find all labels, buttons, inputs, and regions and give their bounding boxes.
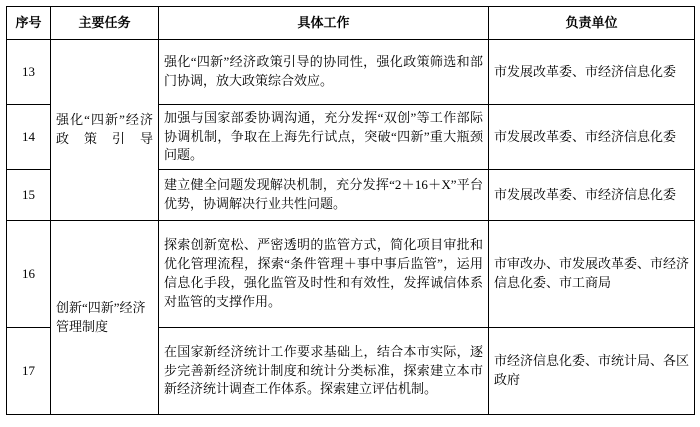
column-header-unit: 负责单位 (489, 7, 695, 40)
row-number: 15 (7, 170, 51, 221)
table-body (7, 40, 695, 415)
row-work-detail: 建立健全问题发现解决机制，充分发挥“2＋16＋X”平台优势，协调解决行业共性问题。 (159, 170, 489, 221)
row-number: 17 (7, 328, 51, 415)
row-main-task: 强化“四新”经济政策引导 (51, 40, 159, 221)
row-work-detail: 探索创新宽松、严密透明的监管方式，简化项目审批和优化管理流程，探索“条件管理＋事中事后监管”，运用信息化手段，强化监管及时性和有效性，发挥诚信体系对监管的支撑作用。 (159, 221, 489, 328)
column-header-task: 主要任务 (51, 7, 159, 40)
column-header-no: 序号 (7, 7, 51, 40)
row-responsible-unit: 市审改办、市发展改革委、市经济信息化委、市工商局 (489, 221, 695, 328)
task-table (6, 6, 695, 415)
row-work-detail: 加强与国家部委协调沟通，充分发挥“双创”等工作部际协调机制，争取在上海先行试点，突破“四新”重大瓶颈问题。 (159, 105, 489, 170)
row-number: 16 (7, 221, 51, 328)
header-row (7, 7, 695, 40)
table-header (7, 7, 695, 40)
row-responsible-unit: 市发展改革委、市经济信息化委 (489, 105, 695, 170)
column-header-work: 具体工作 (159, 7, 489, 40)
table-row (7, 40, 695, 105)
row-responsible-unit: 市经济信息化委、市统计局、各区政府 (489, 328, 695, 415)
table-row (7, 221, 695, 328)
row-number: 13 (7, 40, 51, 105)
row-responsible-unit: 市发展改革委、市经济信息化委 (489, 170, 695, 221)
row-responsible-unit: 市发展改革委、市经济信息化委 (489, 40, 695, 105)
row-main-task: 创新“四新”经济管理制度 (51, 221, 159, 415)
row-number: 14 (7, 105, 51, 170)
row-work-detail: 强化“四新”经济政策引导的协同性，强化政策筛选和部门协调，放大政策综合效应。 (159, 40, 489, 105)
row-work-detail: 在国家新经济统计工作要求基础上，结合本市实际，逐步完善新经济统计制度和统计分类标准，探索建立本市新经济统计调查工作体系。探索建立评估机制。 (159, 328, 489, 415)
